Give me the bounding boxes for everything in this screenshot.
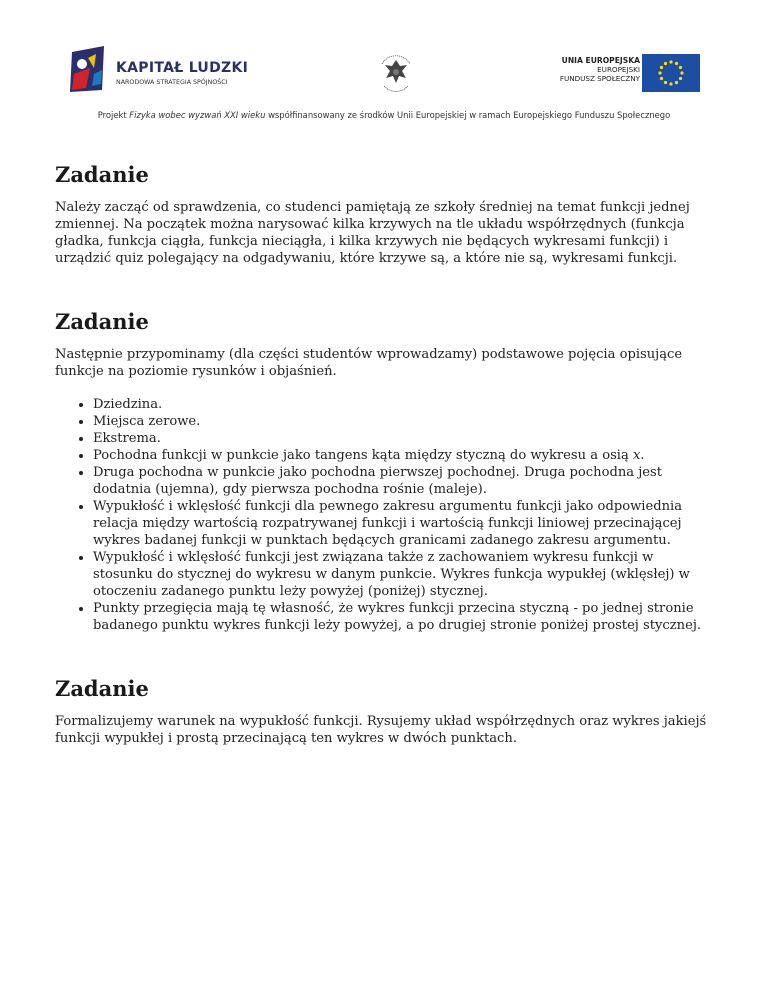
project-funding-line [0, 110, 768, 120]
university-logo [376, 48, 416, 94]
section-2 [55, 309, 715, 634]
list-item: • Druga pochodna w punkcie jako pochodna pierwszej pochodnej. Druga pochodna jest dodatnia (ujemna), gdy pierwsza pochodna rośnie (maleje). [93, 464, 715, 498]
section-3-text: Formalizujemy warunek na wypukłość funkcji. Rysujemy układ współrzędnych oraz wykres jakiejś funkcji wypukłej i prostą przecinającą ten wykres w dwóch punktach. [55, 714, 707, 746]
page-header [0, 0, 768, 130]
eu-logo-block [530, 54, 700, 94]
list-item-end: . [640, 448, 645, 463]
list-item: • Ekstrema. [93, 430, 715, 447]
eu-flag-icon [642, 54, 700, 92]
university-seal-icon [376, 48, 416, 94]
section-2-text: Następnie przypominamy (dla części studentów wprowadzamy) podstawowe pojęcia opisujące funkcje na poziomie rysunków i objaśnień. [55, 347, 683, 379]
list-item: • Punkty przegięcia mają tę własność, że wykres funkcji przecina styczną - po jednej stronie badanego punktu wykres funkcji leży powyżej, a po drugiej stronie poniżej prostej stycznej. [93, 600, 715, 634]
list-item: • Wypukłość i wklęsłość funkcji dla pewnego zakresu argumentu funkcji jako odpowiednia relacja między wartością rozpatrywanej funkcji i wartością funkcji liniowej przecinającej wykres badanej funkcji w punktach będących granicami zadanego zakresu argumentu. [93, 498, 715, 549]
list-item-text: Pochodna funkcji w punkcie jako tangens kąta między styczną do wykresu a osią [93, 448, 633, 463]
section-1-text: Należy zacząć od sprawdzenia, co studenci pamiętają ze szkoły średniej na temat funkcji jednej zmiennej. Na początek można narysować kilka krzywych na tle układu współrzędnych (funkcja gładka, funkcja ciągła, funkcja nieciągła, i kilka krzywych nie będących wykresami funkcji) i urządzić quiz polegający na odgadywaniu, które krzywe są, a które nie są, wykresami funkcji. [55, 200, 690, 266]
section-3 [55, 676, 715, 747]
section-3-heading: Zadanie [55, 676, 149, 701]
document-content [55, 162, 715, 789]
concepts-list [55, 396, 715, 634]
project-title: Fizyka wobec wyzwań XXI wieku [129, 110, 266, 120]
list-item: • Dziedzina. [93, 396, 715, 413]
kapital-ludzki-title: KAPITAŁ LUDZKI [116, 60, 249, 76]
section-1 [55, 162, 715, 267]
eu-logo-text [560, 56, 640, 83]
section-1-heading: Zadanie [55, 162, 149, 187]
project-prefix: Projekt [97, 110, 130, 120]
eu-line-2: EUROPEJSKI [597, 65, 640, 74]
project-suffix: współfinansowany ze środków Unii Europejskiej w ramach Europejskiego Funduszu Społecznego [265, 110, 671, 120]
list-item [93, 447, 715, 464]
eu-line-1: UNIA EUROPEJSKA [561, 56, 640, 65]
kapital-ludzki-flag-icon [68, 44, 110, 94]
section-2-heading: Zadanie [55, 309, 149, 334]
list-item: • Miejsca zerowe. [93, 413, 715, 430]
kapital-ludzki-subtitle: NARODOWA STRATEGIA SPÓJNOŚCI [116, 79, 228, 86]
kapital-ludzki-logo [68, 44, 248, 94]
eu-line-3: FUNDUSZ SPOŁECZNY [559, 74, 640, 83]
list-item: • Wypukłość i wklęsłość funkcji jest związana także z zachowaniem wykresu funkcji w stosunku do stycznej do wykresu w danym punkcie. Wykres funkcja wypukłej (wklęsłej) w otoczeniu zadanego punktu leży powyżej (poniżej) stycznej. [93, 549, 715, 600]
math-variable: x [632, 448, 641, 463]
